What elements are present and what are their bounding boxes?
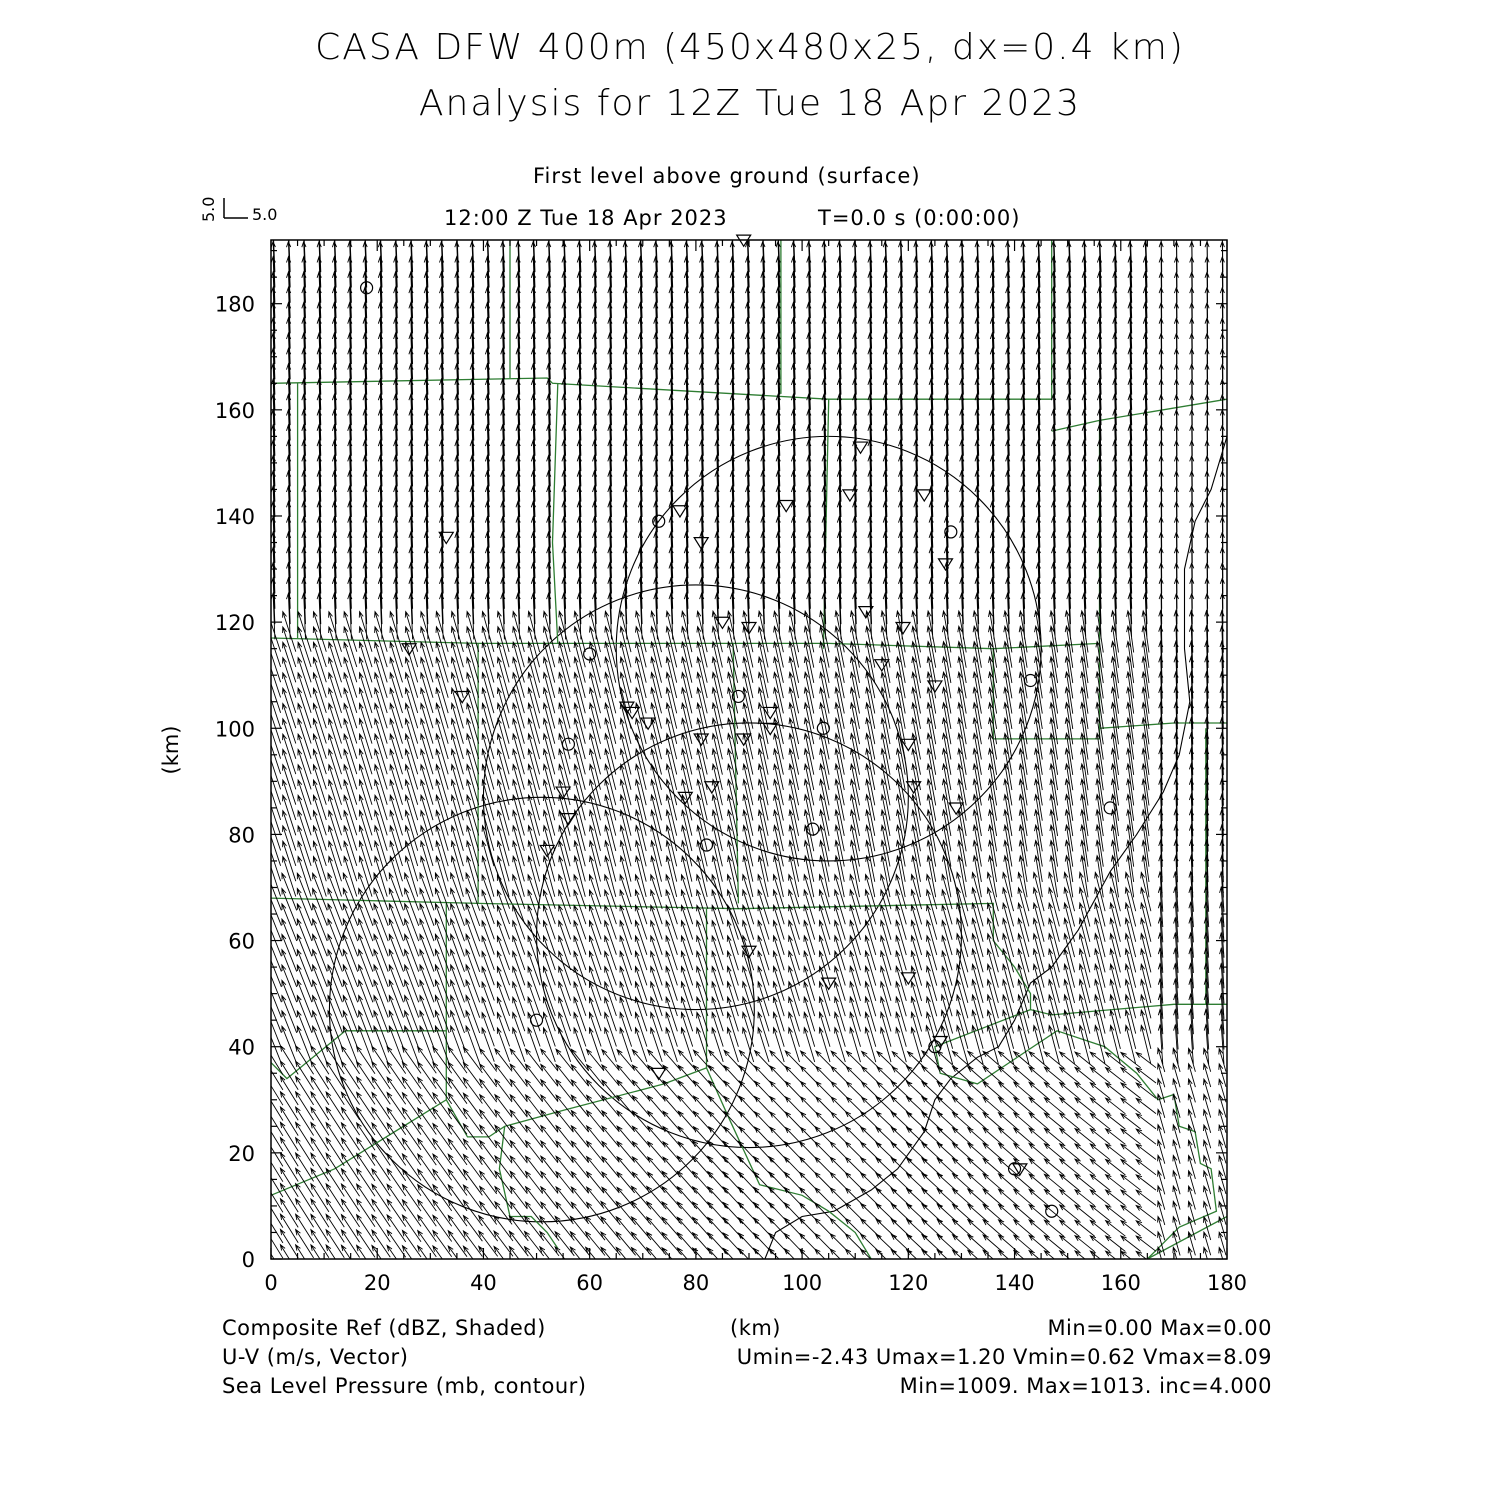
wind-vectors [265, 226, 1226, 1273]
x-tick-label: 0 [264, 1271, 278, 1295]
time-label: 12:00 Z Tue 18 Apr 2023 [444, 206, 728, 230]
wind-vector-arrows [265, 226, 1226, 1273]
station-triangle [673, 506, 687, 517]
field3-label: Sea Level Pressure (mb, contour) [222, 1374, 587, 1398]
tvalue-label: T=0.0 s (0:00:00) [818, 206, 1021, 230]
y-tick-label: 60 [228, 929, 255, 954]
boundary-line [271, 903, 446, 1078]
boundary-line [1052, 399, 1227, 431]
x-tick-label: 160 [1100, 1271, 1141, 1295]
field3-stats: Min=1009. Max=1013. inc=4.000 [899, 1374, 1272, 1398]
level-label: First level above ground (surface) [533, 164, 921, 188]
y-tick-label: 160 [214, 398, 255, 423]
y-tick-label: 0 [241, 1248, 255, 1272]
field2-stats: Umin=-2.43 Umax=1.20 Vmin=0.62 Vmax=8.09 [736, 1345, 1272, 1369]
boundary-line [553, 383, 558, 643]
x-tick-label: 40 [470, 1271, 497, 1295]
field2-label: U-V (m/s, Vector) [222, 1345, 409, 1369]
field1-stats: Min=0.00 Max=0.00 [1047, 1316, 1272, 1340]
vector-scale-arrow [224, 198, 248, 218]
y-tick-label: 180 [214, 292, 255, 317]
title-line-2: Analysis for 12Z Tue 18 Apr 2023 [418, 83, 1082, 124]
y-tick-label: 80 [228, 823, 255, 848]
boundary-line [993, 649, 1099, 739]
vector-scale-u: 5.0 [252, 205, 278, 224]
x-tick-label: 60 [576, 1271, 604, 1295]
station-triangle [779, 500, 793, 511]
station-circle [562, 738, 574, 750]
y-tick-label: 120 [214, 611, 255, 636]
field1-label: Composite Ref (dBZ, Shaded) [222, 1316, 546, 1340]
x-tick-label: 120 [888, 1271, 929, 1295]
x-tick-label: 140 [994, 1271, 1035, 1295]
vector-scale-legend [199, 197, 277, 224]
y-tick-label: 140 [214, 504, 255, 529]
x-tick-label: 100 [782, 1271, 823, 1295]
y-tick-label: 40 [228, 1035, 255, 1060]
y-axis-label: (km) [159, 725, 183, 775]
x-tick-label: 20 [363, 1271, 391, 1295]
y-tick-label: 20 [228, 1141, 255, 1166]
vector-scale-v: 5.0 [199, 196, 218, 222]
boundary-line [271, 240, 1052, 399]
x-tick-label: 180 [1206, 1271, 1248, 1295]
x-axis-label: (km) [730, 1316, 782, 1340]
x-tick-label: 80 [682, 1271, 710, 1295]
y-tick-label: 100 [214, 717, 255, 742]
title-line-1: CASA DFW 400m (450x480x25, dx=0.4 km) [315, 27, 1185, 68]
